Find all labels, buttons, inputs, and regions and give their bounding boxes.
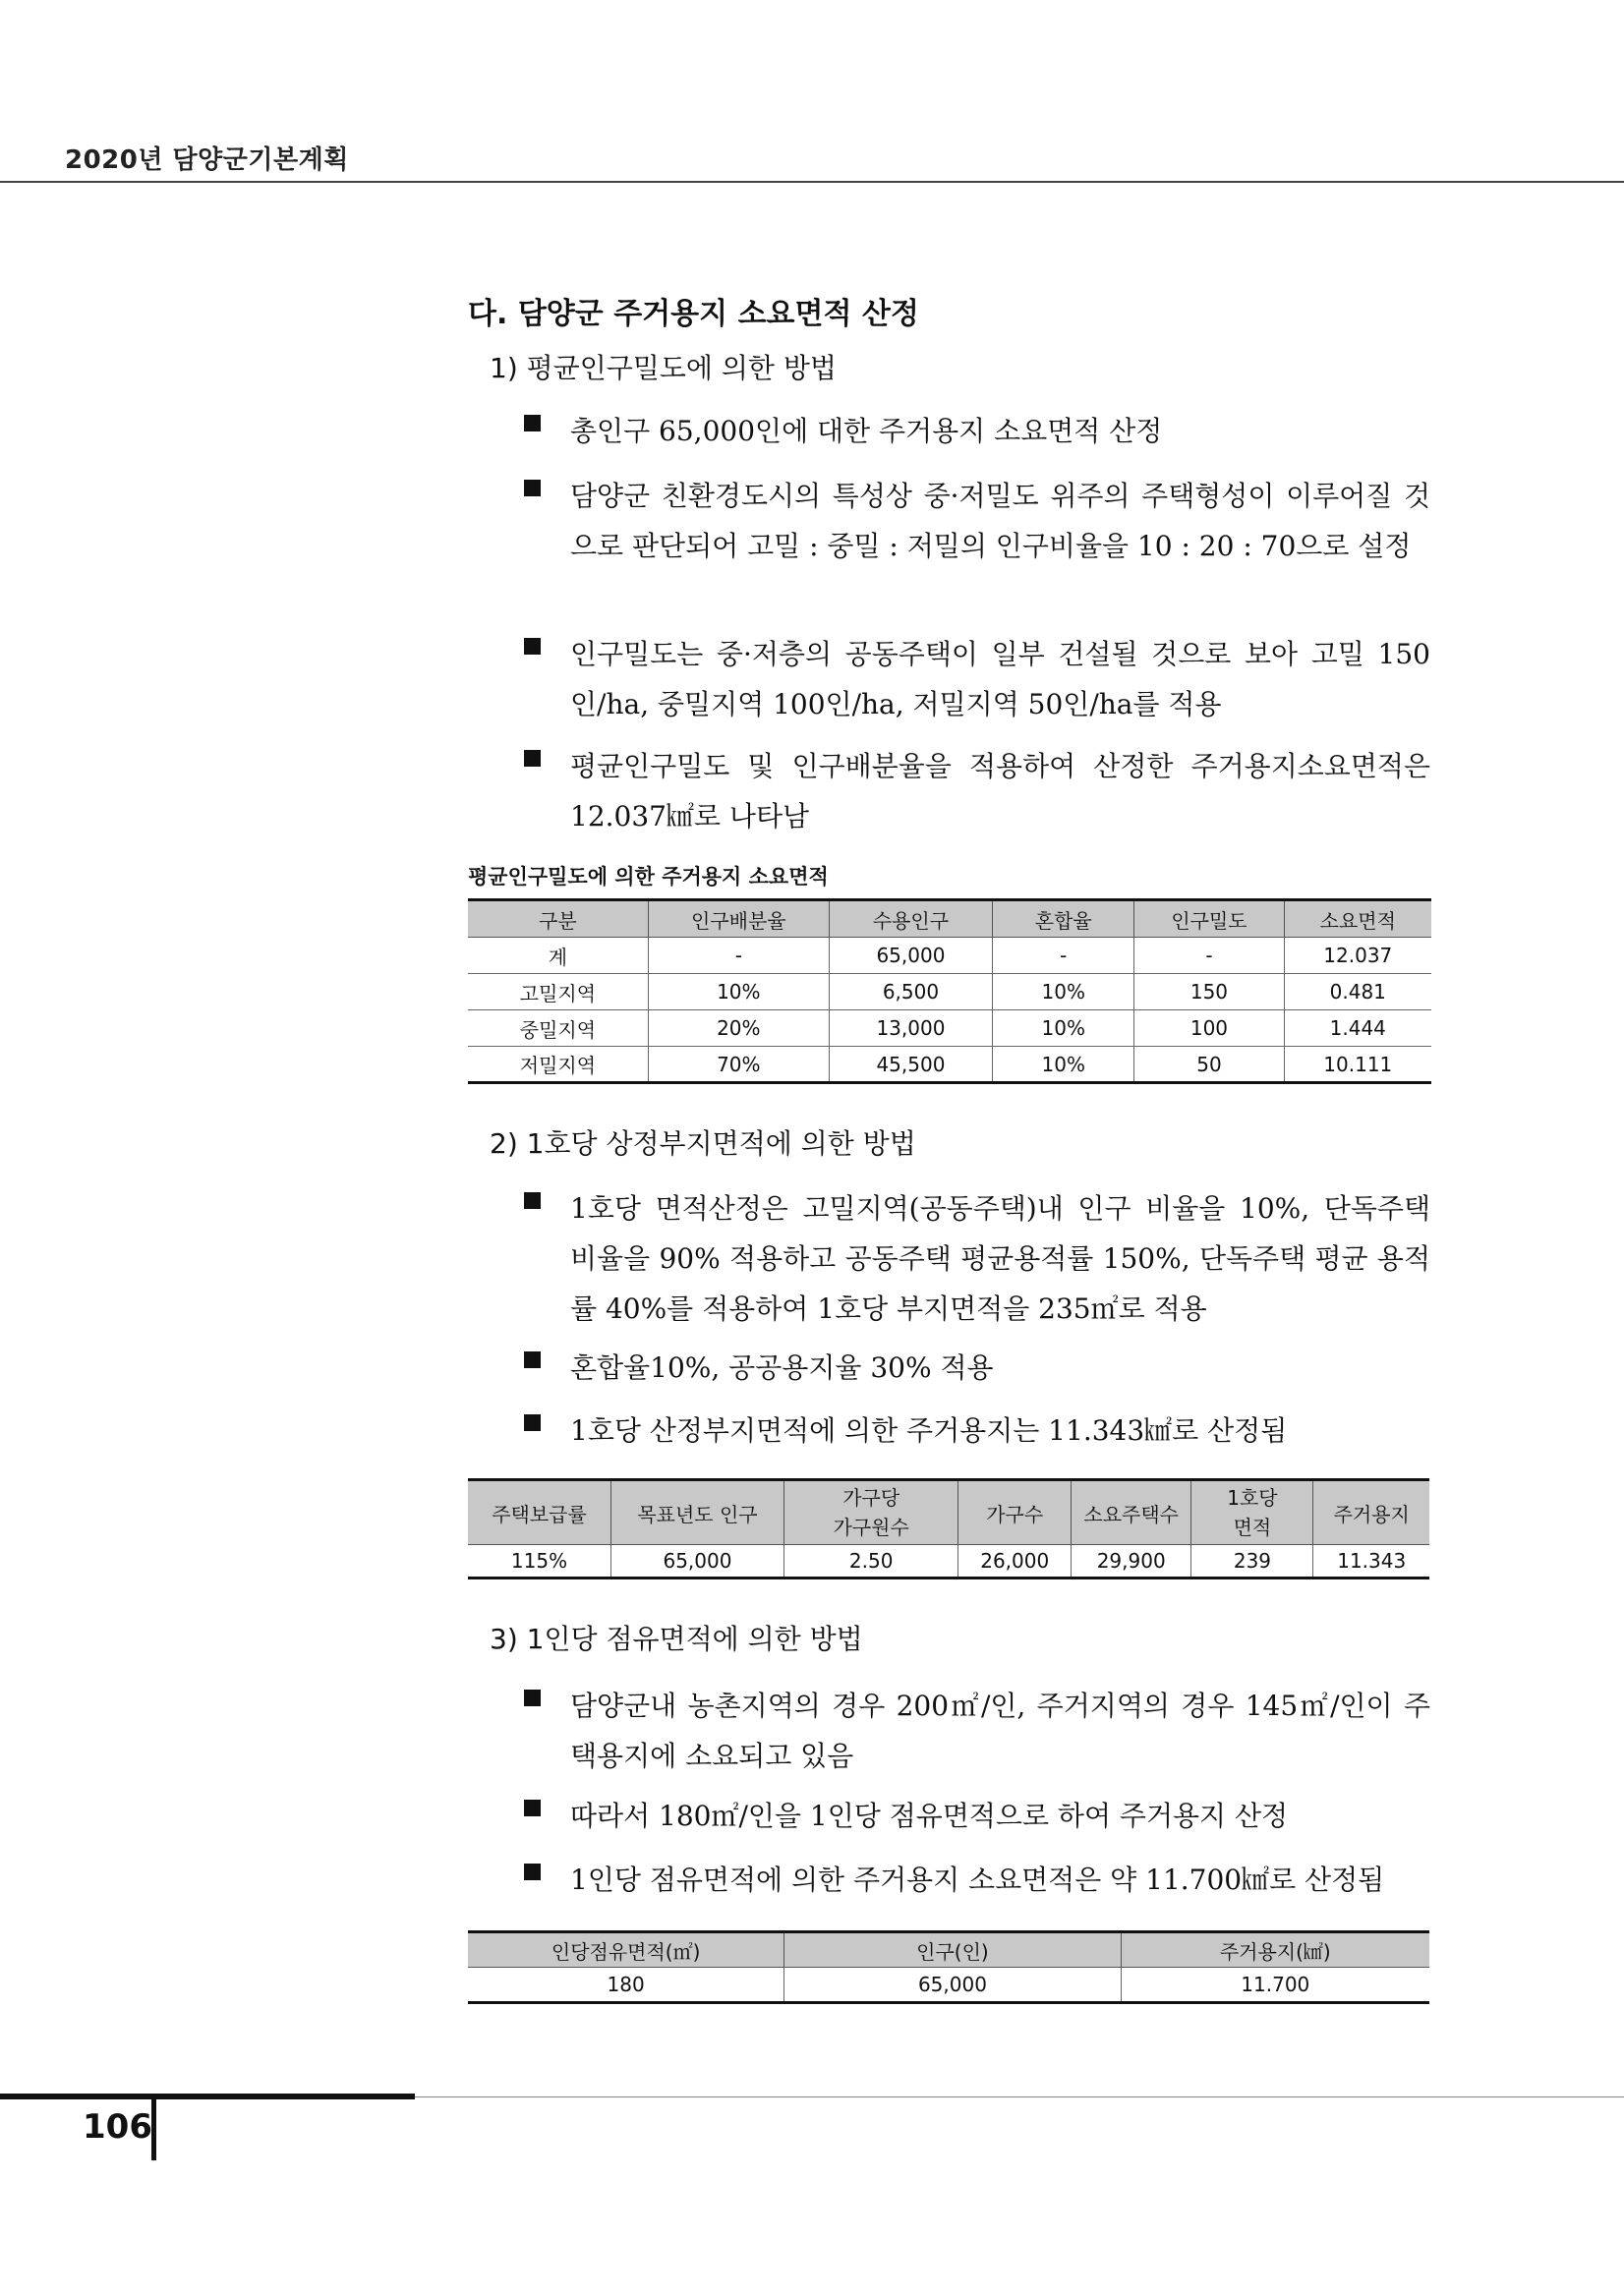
cell: 239: [1191, 1545, 1313, 1578]
method3-bullet-2: [524, 1791, 1430, 1841]
table-row: [468, 974, 1431, 1010]
method3-title: 3) 1인당 점유면적에 의한 방법: [490, 1623, 863, 1655]
method1-bullet-1: [524, 406, 1430, 456]
th-category: 구분: [468, 900, 648, 938]
th-mix-rate: 혼합율: [993, 900, 1134, 938]
cell: 65,000: [784, 1968, 1121, 2003]
cell: 11.700: [1121, 1968, 1429, 2003]
running-header-title: 2020년 담양군기본계획: [65, 145, 349, 175]
method2-bullet-2: [524, 1343, 1430, 1393]
cell: 26,000: [958, 1545, 1072, 1578]
square-bullet-icon: [524, 415, 541, 431]
bullet-text: 담양군내 농촌지역의 경우 200㎡/인, 주거지역의 경우 145㎡/인이 주택용지에 소요되고 있음: [570, 1690, 1430, 1772]
th-density: 인구밀도: [1134, 900, 1284, 938]
square-bullet-icon: [524, 638, 541, 655]
cell: 6,500: [829, 974, 992, 1010]
th-area-per-house: [1191, 1480, 1313, 1545]
table-density: [468, 898, 1431, 1084]
th-residential-land: 주거용지: [1313, 1480, 1429, 1545]
cell: 115%: [468, 1545, 611, 1578]
th-area-per-house-line2: 면적: [1233, 1516, 1272, 1539]
th-required-houses: 소요주택수: [1071, 1480, 1190, 1545]
cell: 계: [468, 938, 648, 974]
square-bullet-icon: [524, 750, 541, 767]
table-row: [468, 1010, 1431, 1047]
cell: 0.481: [1284, 974, 1431, 1010]
cell: 10%: [993, 1047, 1134, 1083]
th-population: 인구(인): [784, 1932, 1121, 1968]
square-bullet-icon: [524, 1800, 541, 1816]
cell: 20%: [648, 1010, 829, 1047]
th-supply-rate: 주택보급률: [468, 1480, 611, 1545]
th-area: 소요면적: [1284, 900, 1431, 938]
method2-bullet-3: [524, 1406, 1430, 1456]
cell: 1.444: [1284, 1010, 1431, 1047]
table-row: [468, 938, 1431, 974]
cell: 10%: [648, 974, 829, 1010]
cell: 50: [1134, 1047, 1284, 1083]
method3-bullet-3: [524, 1855, 1430, 1905]
th-households: 가구수: [958, 1480, 1072, 1545]
bullet-text: 인구밀도는 중·저층의 공동주택이 일부 건설될 것으로 보아 고밀 150인/ha, 중밀지역 100인/ha, 저밀지역 50인/ha를 적용: [570, 638, 1430, 720]
method1-bullet-2: [524, 471, 1430, 571]
table-header-row: [468, 1932, 1429, 1968]
footer-rule-thick: [0, 2094, 415, 2099]
cell: 29,900: [1071, 1545, 1190, 1578]
cell: 65,000: [829, 938, 992, 974]
cell: 10%: [993, 1010, 1134, 1047]
table1-caption: 평균인구밀도에 의한 주거용지 소요면적: [468, 865, 829, 889]
section-title: 다. 담양군 주거용지 소요면적 산정: [468, 297, 919, 331]
table-per-capita: [468, 1930, 1429, 2004]
th-residential-land: 주거용지(㎢): [1121, 1932, 1429, 1968]
method1-bullet-3: [524, 629, 1430, 729]
th-area-per-house-line1: 1호당: [1227, 1486, 1278, 1510]
bullet-text: 평균인구밀도 및 인구배분율을 적용하여 산정한 주거용지소요면적은 12.037㎢로 나타남: [570, 750, 1430, 832]
th-target-population: 목표년도 인구: [611, 1480, 784, 1545]
cell: 180: [468, 1968, 784, 2003]
square-bullet-icon: [524, 1414, 541, 1431]
cell: -: [648, 938, 829, 974]
table-row: [468, 1545, 1429, 1578]
cell: 11.343: [1313, 1545, 1429, 1578]
square-bullet-icon: [524, 1192, 541, 1209]
cell: 저밀지역: [468, 1047, 648, 1083]
method1-title: 1) 평균인구밀도에 의한 방법: [490, 352, 837, 384]
table-header-row: [468, 1480, 1429, 1545]
bullet-text: 1호당 산정부지면적에 의한 주거용지는 11.343㎢로 산정됨: [570, 1414, 1288, 1447]
bullet-text: 1인당 점유면적에 의한 주거용지 소요면적은 약 11.700㎢로 산정됨: [570, 1864, 1385, 1896]
cell: 고밀지역: [468, 974, 648, 1010]
table-row: [468, 1968, 1429, 2003]
method1-bullet-4: [524, 741, 1430, 841]
th-household-size: [783, 1480, 958, 1545]
square-bullet-icon: [524, 480, 541, 496]
bullet-text: 혼합율10%, 공공용지율 30% 적용: [570, 1351, 994, 1384]
cell: 13,000: [829, 1010, 992, 1047]
method2-bullet-1: [524, 1183, 1430, 1334]
cell: 10%: [993, 974, 1134, 1010]
method2-title: 2) 1호당 상정부지면적에 의한 방법: [490, 1127, 916, 1160]
cell: 100: [1134, 1010, 1284, 1047]
cell: 2.50: [783, 1545, 958, 1578]
cell: -: [1134, 938, 1284, 974]
cell: 45,500: [829, 1047, 992, 1083]
cell: 10.111: [1284, 1047, 1431, 1083]
table-header-row: [468, 900, 1431, 938]
th-household-size-line1: 가구당: [842, 1486, 900, 1510]
bullet-text: 담양군 친환경도시의 특성상 중·저밀도 위주의 주택형성이 이루어질 것으로 판단되어 고밀 : 중밀 : 저밀의 인구비율을 10 : 20 : 70으로 설정: [570, 480, 1430, 562]
bullet-text: 1호당 면적산정은 고밀지역(공동주택)내 인구 비율을 10%, 단독주택 비율을 90% 적용하고 공동주택 평균용적률 150%, 단독주택 평균 용적률 40%를 적용하여 1호당 부지면적을 235㎡로 적용: [570, 1192, 1430, 1325]
th-per-capita-area: 인당점유면적(㎡): [468, 1932, 784, 1968]
table-household: [468, 1478, 1429, 1579]
th-household-size-line2: 가구원수: [833, 1516, 909, 1539]
bullet-text: 따라서 180㎡/인을 1인당 점유면적으로 하여 주거용지 산정: [570, 1800, 1289, 1832]
method3-bullet-1: [524, 1681, 1430, 1781]
cell: 150: [1134, 974, 1284, 1010]
th-population: 수용인구: [829, 900, 992, 938]
square-bullet-icon: [524, 1690, 541, 1706]
page-number: 106: [83, 2107, 152, 2147]
cell: -: [993, 938, 1134, 974]
square-bullet-icon: [524, 1351, 541, 1368]
header-rule: [0, 181, 1624, 183]
footer-rule-thin: [415, 2096, 1624, 2097]
cell: 65,000: [611, 1545, 784, 1578]
table-row: [468, 1047, 1431, 1083]
cell: 12.037: [1284, 938, 1431, 974]
bullet-text: 총인구 65,000인에 대한 주거용지 소요면적 산정: [570, 415, 1163, 447]
cell: 중밀지역: [468, 1010, 648, 1047]
cell: 70%: [648, 1047, 829, 1083]
square-bullet-icon: [524, 1864, 541, 1880]
th-distribution: 인구배분율: [648, 900, 829, 938]
